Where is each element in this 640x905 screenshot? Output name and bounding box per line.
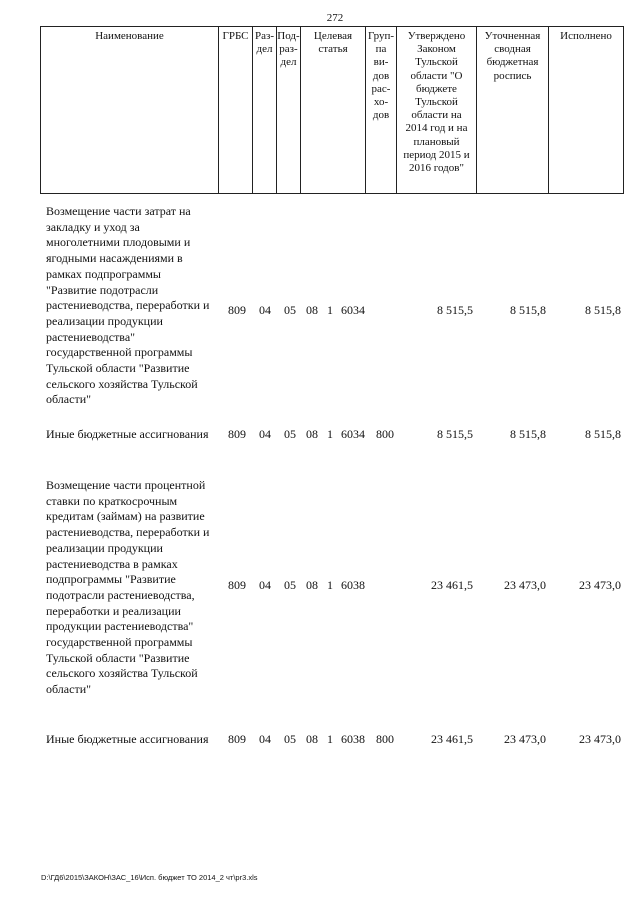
row-approved: 8 515,5 bbox=[437, 303, 473, 317]
row-cs-program: 08 bbox=[306, 427, 318, 441]
row-refined: 23 473,0 bbox=[504, 732, 546, 746]
row-cs-subprogram: 1 bbox=[327, 427, 333, 441]
row-podrazdel: 05 bbox=[284, 427, 296, 441]
row-refined: 23 473,0 bbox=[504, 578, 546, 592]
row-executed: 23 473,0 bbox=[579, 578, 621, 592]
row-cs-subprogram: 1 bbox=[327, 303, 333, 317]
row-grbs: 809 bbox=[228, 427, 246, 441]
file-path-footer: D:\ГД6\2015\ЗАКОН\ЗАС_16\Исп. бюджет ТО 2014_2 чт\рr3.xls bbox=[41, 873, 258, 882]
header-ispolneno: Исполнено bbox=[560, 30, 612, 42]
row-razdel: 04 bbox=[259, 578, 271, 592]
row-cs-subprogram: 1 bbox=[327, 578, 333, 592]
row-cs-program: 08 bbox=[306, 303, 318, 317]
row-grbs: 809 bbox=[228, 303, 246, 317]
row-refined: 8 515,8 bbox=[510, 427, 546, 441]
row-executed: 23 473,0 bbox=[579, 732, 621, 746]
row-podrazdel: 05 bbox=[284, 732, 296, 746]
row-name: Возмещение части процентной ставки по краткосрочным кредитам (займам) на развитие растениеводства, переработки и реализации продукции растениеводства в рамках подпрограммы "Развитие подотрасли растениеводства, переработки и реализации продукции растениеводства" государственной программы Тульской области "Развитие сельского хозяйства Тульской области" bbox=[46, 478, 210, 697]
row-razdel: 04 bbox=[259, 427, 271, 441]
row-approved: 8 515,5 bbox=[437, 427, 473, 441]
header-utochnennaya: Уточненная сводная бюджетная роспись bbox=[477, 27, 549, 193]
page-number: 272 bbox=[326, 12, 344, 24]
row-cs-program: 08 bbox=[306, 578, 318, 592]
row-razdel: 04 bbox=[259, 303, 271, 317]
header-name: Наименование bbox=[41, 27, 219, 193]
row-name: Иные бюджетные ассигнования bbox=[46, 732, 209, 746]
row-name: Возмещение части затрат на закладку и уход за многолетними плодовыми и ягодными насаждениями в рамках подпрограммы "Развитие подотрасли растениеводства, переработки и реализации продукции растениеводства" государственной программы Тульской области "Развитие сельского хозяйства Тульской области" bbox=[46, 204, 210, 407]
row-vid-raskhodov: 800 bbox=[376, 427, 394, 441]
row-executed: 8 515,8 bbox=[585, 427, 621, 441]
row-podrazdel: 05 bbox=[284, 303, 296, 317]
row-cs-code: 6038 bbox=[341, 578, 365, 592]
table-header bbox=[40, 26, 624, 194]
header-celevaya-statya: Целевая статья bbox=[301, 27, 366, 193]
row-grbs: 809 bbox=[228, 732, 246, 746]
row-vid-raskhodov: 800 bbox=[376, 732, 394, 746]
header-gruppa-vidov: Груп- па ви- дов рас- хо- дов bbox=[366, 27, 397, 193]
header-grbs: ГРБС bbox=[219, 27, 253, 193]
row-executed: 8 515,8 bbox=[585, 303, 621, 317]
row-cs-code: 6034 bbox=[341, 427, 365, 441]
row-cs-subprogram: 1 bbox=[327, 732, 333, 746]
row-cs-code: 6034 bbox=[341, 303, 365, 317]
header-razdel: Раз- дел bbox=[253, 27, 277, 193]
row-approved: 23 461,5 bbox=[431, 732, 473, 746]
header-podrazdel: Под- раз- дел bbox=[277, 27, 301, 193]
row-razdel: 04 bbox=[259, 732, 271, 746]
row-grbs: 809 bbox=[228, 578, 246, 592]
row-podrazdel: 05 bbox=[284, 578, 296, 592]
row-refined: 8 515,8 bbox=[510, 303, 546, 317]
row-approved: 23 461,5 bbox=[431, 578, 473, 592]
row-name: Иные бюджетные ассигнования bbox=[46, 427, 209, 441]
row-cs-code: 6038 bbox=[341, 732, 365, 746]
row-cs-program: 08 bbox=[306, 732, 318, 746]
header-utverzhdeno: Утверждено Законом Тульской области "О бюджете Тульской области на 2014 год и на плановый период 2015 и 2016 годов" bbox=[397, 27, 477, 193]
